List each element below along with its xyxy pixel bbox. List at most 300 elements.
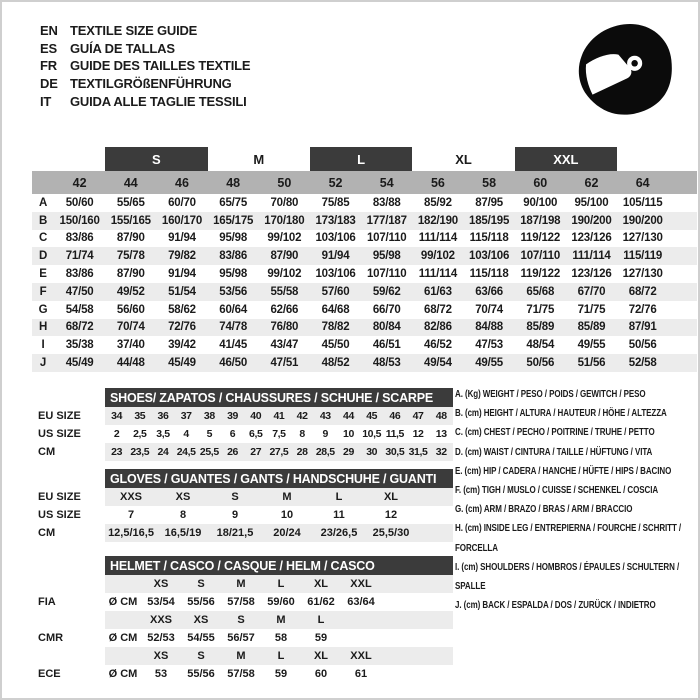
helmet-section (38, 556, 453, 683)
measurement-cell: 115/119 (623, 250, 663, 263)
shoes-value-row (105, 407, 453, 425)
measurement-cell: 64/68 (321, 303, 350, 316)
row-letter: I (41, 339, 45, 352)
shoes-cell: 27,5 (269, 446, 289, 458)
size-header-cell: 42 (72, 175, 87, 190)
size-group-xl: XL (455, 151, 472, 167)
legend-item: C. (cm) CHEST / PECHO / POITRINE / TRUHE / PETTO (455, 427, 655, 439)
measurement-cell: 127/130 (622, 232, 663, 245)
measurement-row-b (32, 212, 697, 230)
measurement-cell: 55/58 (270, 285, 299, 298)
gloves-cell: 7 (127, 509, 135, 521)
size-group-l: L (310, 147, 412, 171)
measurement-cell: 68/72 (628, 285, 657, 298)
shoes-title-bar: SHOES/ ZAPATOS / CHAUSSURES / SCHUHE / SCARPE (105, 388, 453, 407)
measurement-row-c (32, 230, 697, 248)
helmet-value-row (105, 665, 453, 683)
measurement-cell: 165/175 (213, 214, 254, 227)
measurement-cell: 71/75 (526, 303, 555, 316)
gloves-cell: XS (175, 491, 191, 503)
helmet-size-cell: XXL (350, 578, 372, 590)
helmet-value-cell: 59/60 (267, 596, 295, 608)
gloves-cell: 16,5/19 (164, 527, 202, 539)
legend-item: A. (Kg) WEIGHT / PESO / POIDS / GEWITCH / PESO (455, 389, 646, 400)
gloves-value-row (105, 506, 453, 524)
helmet-value-cell: 60 (314, 668, 328, 680)
shoes-cell: 27 (250, 446, 262, 458)
measurement-cell: 99/102 (420, 250, 455, 263)
language-label: GUÍA DE TALLAS (70, 40, 175, 56)
helmet-size-cell: M (236, 578, 246, 590)
measurement-cell: 182/190 (417, 214, 458, 227)
measurement-cell: 44/48 (116, 357, 145, 370)
legend-item: H. (cm) INSIDE LEG / ENTREPIERNA / FOURCHE / SCHRITT / FORCELLA (455, 523, 682, 554)
helmet-value-cell: 56/57 (227, 632, 255, 644)
measurement-cell: 103/106 (469, 250, 510, 263)
measurement-cell: 119/122 (520, 268, 561, 281)
shoes-cell: 26 (227, 446, 238, 458)
shoes-cell: 5 (206, 428, 213, 440)
shoes-cell: 24 (157, 446, 169, 458)
gloves-row-label: US SIZE (38, 509, 81, 521)
measurement-cell: 91/94 (168, 232, 196, 245)
helmet-size-cell: XXS (149, 614, 172, 626)
gloves-cell: M (282, 491, 292, 503)
measurement-cell: 70/80 (270, 196, 299, 209)
measurement-cell: 60/70 (168, 196, 196, 209)
helmet-rows (105, 575, 453, 683)
language-list (40, 22, 250, 110)
row-letter: A (38, 196, 48, 209)
measurement-cell: 72/76 (168, 321, 196, 334)
measurement-cell: 45/50 (321, 339, 350, 352)
helmet-value-cell: 58 (274, 632, 288, 644)
gloves-cell: XXS (119, 491, 142, 503)
shoes-value-row (105, 425, 453, 443)
gloves-cell: 25,5/30 (372, 527, 410, 539)
measurement-cell: 35/38 (65, 339, 94, 352)
shoes-cell: 13 (435, 428, 447, 440)
shoes-cell: 39 (227, 410, 238, 422)
helmet-size-cell: XS (153, 650, 169, 662)
measurement-cell: 48/52 (321, 357, 350, 370)
spacer-cell (32, 171, 54, 194)
language-row (40, 75, 250, 93)
shoes-cell: 25,5 (199, 446, 219, 458)
shoes-cell: 38 (203, 410, 215, 422)
helmet-size-cell: L (277, 650, 285, 662)
shoes-rows (105, 407, 453, 461)
shoes-cell: 6,5 (249, 428, 263, 440)
measurement-cell: 85/89 (526, 321, 555, 334)
gloves-value-row (105, 488, 453, 506)
measurement-cell: 87/90 (270, 250, 299, 263)
shoes-value-row (105, 443, 453, 461)
legend-item: I. (cm) SHOULDERS / HOMBROS / ÉPAULES / SCHULTERN / SPALLE (455, 561, 680, 593)
helmet-size-cell: XXL (350, 650, 372, 662)
shoes-table (105, 388, 453, 461)
helmet-size-cell: S (197, 578, 205, 590)
measurement-cell: 119/122 (520, 232, 561, 245)
measurement-cell: 61/63 (424, 285, 452, 298)
language-code: ES (40, 40, 57, 56)
measurement-row-f (32, 283, 697, 301)
measurement-cell: 37/40 (116, 339, 145, 352)
helmet-icon-svg (572, 16, 680, 130)
spacer-cell (105, 611, 141, 629)
shoes-cell: 8 (299, 428, 305, 440)
shoes-row-label: EU SIZE (38, 410, 81, 422)
helmet-value-cell (341, 629, 381, 647)
shoes-cell: 7,5 (272, 428, 286, 440)
measurement-cell: 65/68 (526, 285, 555, 298)
helmet-size-cell: XL (313, 650, 329, 662)
shoes-cell: 36 (157, 410, 169, 422)
row-letter: H (38, 321, 48, 334)
helmet-title-bar: HELMET / CASCO / CASQUE / HELM / CASCO (105, 556, 453, 575)
measurement-cell: 85/92 (424, 196, 452, 209)
measurement-cell: 39/42 (168, 339, 196, 352)
helmet-value-cell: 61 (354, 668, 368, 680)
measurement-cell: 111/114 (418, 268, 458, 281)
measurement-cell: 185/195 (469, 214, 510, 227)
measurement-cell: 91/94 (321, 250, 350, 263)
measurement-cell: 60/64 (219, 303, 248, 316)
measurement-row-e (32, 265, 697, 283)
language-label: TEXTILGRÖßENFÜHRUNG (70, 76, 232, 92)
measurement-cell: 72/76 (628, 303, 657, 316)
measurement-cell: 83/86 (65, 268, 94, 281)
measurement-cell: 45/49 (168, 357, 196, 370)
measurement-cell: 123/126 (571, 232, 612, 245)
language-label: GUIDE DES TAILLES TEXTILE (70, 58, 251, 74)
measurement-cell: 58/62 (168, 303, 196, 316)
measurement-cell: 75/85 (321, 196, 350, 209)
measurement-cell: 49/52 (116, 285, 145, 298)
shoes-row-labels (38, 388, 105, 461)
shoes-cell: 11,5 (385, 428, 404, 440)
measurement-cell: 95/100 (574, 196, 609, 209)
language-row (40, 92, 250, 110)
size-header-cell: 52 (328, 175, 343, 190)
measurement-cell: 190/200 (571, 214, 612, 227)
measurement-cell: 187/198 (520, 214, 561, 227)
helmet-value-cell: 55/56 (187, 596, 215, 608)
measurement-cell: 48/53 (372, 357, 401, 370)
helmet-size-cell: L (277, 578, 285, 590)
gloves-value-row (105, 524, 453, 542)
shoes-cell: 30,5 (385, 446, 405, 458)
measurement-cell: 123/126 (571, 268, 612, 281)
measurement-cell: 71/75 (577, 303, 606, 316)
shoes-cell: 41 (273, 410, 285, 422)
gloves-cell: L (335, 491, 343, 503)
gloves-table (105, 469, 453, 542)
diameter-unit-label: Ø CM (108, 668, 138, 680)
helmet-value-cell: 53 (154, 668, 168, 680)
measurement-cell: 55/65 (116, 196, 145, 209)
gloves-row-label: EU SIZE (38, 491, 81, 503)
measurement-row-d (32, 247, 697, 265)
gloves-section (38, 469, 453, 542)
measurement-cell: 99/102 (267, 268, 302, 281)
measurement-cell: 80/84 (372, 321, 401, 334)
size-header-cell: 58 (482, 175, 497, 190)
diameter-unit-label: Ø CM (108, 596, 138, 608)
shoes-cell: 30 (366, 446, 378, 458)
measurement-cell: 51/56 (577, 357, 606, 370)
row-letter: E (39, 268, 47, 281)
helmet-value-cell: 63/64 (347, 596, 375, 608)
shoes-row-label: US SIZE (38, 428, 81, 440)
shoes-cell: 6 (229, 428, 236, 440)
shoes-cell: 28,5 (315, 446, 335, 458)
gloves-title-bar: GLOVES / GUANTES / GANTS / HANDSCHUHE / GUANTI (105, 469, 453, 488)
size-header-cell: 44 (123, 175, 138, 190)
measurement-row-i (32, 336, 697, 354)
shoes-cell: 45 (366, 410, 378, 422)
measurement-cell: 83/86 (65, 232, 94, 245)
measurement-cell: 173/183 (315, 214, 356, 227)
helmet-value-row (105, 629, 453, 647)
shoes-cell: 35 (134, 410, 146, 422)
shoes-cell: 12 (412, 428, 424, 440)
measurement-row-h (32, 319, 697, 337)
shoes-cell: 9 (322, 428, 328, 440)
measurement-cell: 43/47 (270, 339, 299, 352)
legend-item: E. (cm) HIP / CADERA / HANCHE / HÜFTE / HIPS / BACINO (455, 465, 672, 477)
helmet-value-cell: 57/58 (227, 668, 255, 680)
measurement-cell: 99/102 (267, 232, 302, 245)
measurement-cell: 49/55 (577, 339, 606, 352)
measurement-cell: 95/98 (372, 250, 401, 263)
shoes-cell: 29 (343, 446, 354, 458)
gloves-cell: 8 (179, 509, 187, 521)
language-row (40, 22, 250, 40)
measurement-cell: 65/75 (219, 196, 248, 209)
helmet-size-cell: M (236, 650, 246, 662)
legend-list (455, 385, 695, 615)
measurement-cell: 83/86 (219, 250, 248, 263)
main-size-table (32, 147, 697, 372)
measurement-cell: 50/60 (65, 196, 94, 209)
gloves-cell: 18/21,5 (216, 527, 254, 539)
measurement-cell: 67/70 (577, 285, 606, 298)
size-header-row (32, 171, 697, 194)
measurement-cell: 54/58 (65, 303, 94, 316)
shoes-row-label: CM (38, 446, 56, 458)
gloves-row-labels (38, 469, 105, 542)
measurement-cell: 87/90 (116, 232, 145, 245)
legend-item: D. (cm) WAIST / CINTURA / TAILLE / HÜFTUNG / VITA (455, 446, 653, 458)
helmet-size-cell: L (317, 614, 325, 626)
helmet-size-cell: XS (153, 578, 169, 590)
shoes-section (38, 388, 453, 461)
measurement-cell: 70/74 (116, 321, 145, 334)
measurement-cell: 70/74 (475, 303, 503, 316)
language-label: TEXTILE SIZE GUIDE (70, 23, 198, 39)
measurement-cell: 59/62 (372, 285, 401, 298)
measurement-cell: 170/180 (264, 214, 305, 227)
shoes-cell: 37 (180, 410, 192, 422)
helmet-value-cell: 57/58 (227, 596, 255, 608)
gloves-cell: 9 (231, 509, 239, 521)
size-header-cell: 64 (635, 175, 650, 190)
measurement-cell: 76/80 (270, 321, 299, 334)
size-header-cell: 62 (584, 175, 599, 190)
helmet-table (105, 556, 453, 683)
helmet-row-labels (38, 556, 105, 683)
measurement-cell: 91/94 (168, 268, 196, 281)
gloves-cell: XL (383, 491, 399, 503)
shoes-cell: 46 (389, 410, 401, 422)
measurement-cell: 47/51 (270, 357, 299, 370)
helmet-value-cell: 59 (314, 632, 328, 644)
measurement-cell: 49/54 (424, 357, 452, 370)
gloves-cell: 23/26,5 (320, 527, 358, 539)
language-code: FR (40, 58, 57, 74)
measurement-cell: 111/114 (418, 232, 458, 245)
measurement-cell: 56/60 (116, 303, 145, 316)
measurement-cell: 103/106 (315, 232, 356, 245)
measurement-cell: 107/110 (366, 232, 407, 245)
legend-item: F. (cm) TIGH / MUSLO / CUISSE / SCHENKEL / COSCIA (455, 485, 659, 497)
row-letter: B (38, 214, 48, 227)
helmet-size-cell: XL (313, 578, 329, 590)
measurement-cell: 57/60 (321, 285, 350, 298)
diameter-unit-label: Ø CM (108, 632, 138, 644)
measurement-cell: 50/56 (526, 357, 555, 370)
row-letter: F (39, 285, 47, 298)
shoes-cell: 47 (412, 410, 424, 422)
shoes-cell: 10 (343, 428, 354, 440)
legend-item: J. (cm) BACK / ESPALDA / DOS / ZURÜCK / INDIETRO (455, 600, 656, 612)
size-group-s: S (105, 147, 207, 171)
gloves-rows (105, 488, 453, 542)
gloves-cell: 12,5/16,5 (108, 527, 154, 539)
measurement-cell: 160/170 (161, 214, 203, 227)
measurement-cell: 47/50 (65, 285, 94, 298)
shoes-cell: 23 (111, 446, 123, 458)
measurement-cell: 53/56 (219, 285, 248, 298)
language-code: EN (40, 23, 58, 39)
measurement-cell: 105/115 (622, 196, 663, 209)
measurement-cell: 115/118 (469, 268, 509, 281)
measurement-cell: 46/51 (372, 339, 401, 352)
measurement-cell: 82/86 (424, 321, 452, 334)
shoes-cell: 2 (113, 428, 120, 440)
measurement-cell: 85/89 (577, 321, 606, 334)
spacer-cell (32, 147, 105, 171)
shoes-cell: 24,5 (176, 446, 196, 458)
language-code: DE (40, 76, 58, 92)
helmet-size-cell (341, 611, 381, 629)
measurement-cell: 95/98 (219, 268, 248, 281)
helmet-size-cell: S (237, 614, 245, 626)
spacer-cell (617, 147, 668, 171)
row-letter: D (38, 250, 48, 263)
measurement-cell: 78/82 (321, 321, 350, 334)
measurement-cell: 48/54 (526, 339, 555, 352)
helmet-value-row (105, 593, 453, 611)
measurement-cell: 74/78 (219, 321, 248, 334)
measurement-cell: 115/118 (469, 232, 509, 245)
gloves-cell: 12 (384, 509, 398, 521)
measurement-cell: 84/88 (475, 321, 503, 334)
row-letter: G (38, 303, 48, 316)
gloves-cell: 10 (280, 509, 294, 521)
helmet-value-cell: 53/54 (147, 596, 175, 608)
measurement-cell: 95/98 (219, 232, 248, 245)
standard-label-fia: FIA (38, 596, 56, 608)
measurement-cell: 111/114 (572, 250, 611, 263)
helmet-value-cell: 52/53 (147, 632, 175, 644)
measurement-cell: 87/95 (475, 196, 503, 209)
shoes-cell: 34 (111, 410, 123, 422)
helmet-size-cell: M (276, 614, 286, 626)
row-letter: J (39, 357, 47, 370)
size-group-row (32, 147, 697, 171)
measurement-row-j (32, 354, 697, 372)
size-group-m: M (253, 151, 265, 167)
legend-item: B. (cm) HEIGHT / ALTURA / HAUTEUR / HÖHE / ALTEZZA (455, 408, 667, 420)
helmet-value-cell: 59 (274, 668, 288, 680)
size-header-cell: 56 (430, 175, 445, 190)
size-header-cell: 60 (533, 175, 548, 190)
measurement-cell: 41/45 (219, 339, 248, 352)
gloves-row-label: CM (38, 527, 56, 539)
measurement-cell: 90/100 (523, 196, 558, 209)
measurement-cell: 68/72 (65, 321, 94, 334)
measurement-cell: 68/72 (424, 303, 452, 316)
measurement-cell: 46/50 (219, 357, 248, 370)
language-label: GUIDA ALLE TAGLIE TESSILI (70, 93, 247, 109)
shoes-cell: 10,5 (362, 428, 382, 440)
helmet-value-cell: 54/55 (187, 632, 215, 644)
row-letter: C (38, 232, 48, 245)
helmet-size-row (105, 647, 453, 665)
measurement-cell: 45/49 (65, 357, 94, 370)
size-header-cell: 48 (226, 175, 241, 190)
measurement-cell: 107/110 (520, 250, 561, 263)
shoes-cell: 32 (435, 446, 447, 458)
measurement-cell: 62/66 (270, 303, 299, 316)
measurement-cell: 47/53 (475, 339, 503, 352)
spacer-cell (105, 575, 141, 593)
legend-item: G. (cm) ARM / BRAZO / BRAS / ARM / BRACCIO (455, 504, 633, 516)
measurement-cell: 79/82 (168, 250, 196, 263)
shoes-cell: 23,5 (130, 446, 150, 458)
measurement-cell: 83/88 (372, 196, 401, 209)
shoes-cell: 2,5 (133, 428, 147, 440)
measurement-cell: 51/54 (168, 285, 196, 298)
measurement-cell: 71/74 (65, 250, 94, 263)
measurement-cell: 87/90 (116, 268, 145, 281)
size-group-xxl: XXL (515, 147, 617, 171)
helmet-size-cell: XS (193, 614, 209, 626)
gloves-cell: 20/24 (273, 527, 301, 539)
size-header-cell: 50 (277, 175, 292, 190)
measurement-cell: 46/52 (424, 339, 452, 352)
measurement-cell: 150/160 (59, 214, 100, 227)
helmet-size-row (105, 611, 453, 629)
size-header-cell: 46 (175, 175, 189, 190)
measurement-cell: 63/66 (475, 285, 503, 298)
shoes-cell: 3,5 (156, 428, 170, 440)
language-row (40, 57, 250, 75)
gloves-cell: 11 (333, 509, 345, 521)
shoes-cell: 28 (296, 446, 308, 458)
